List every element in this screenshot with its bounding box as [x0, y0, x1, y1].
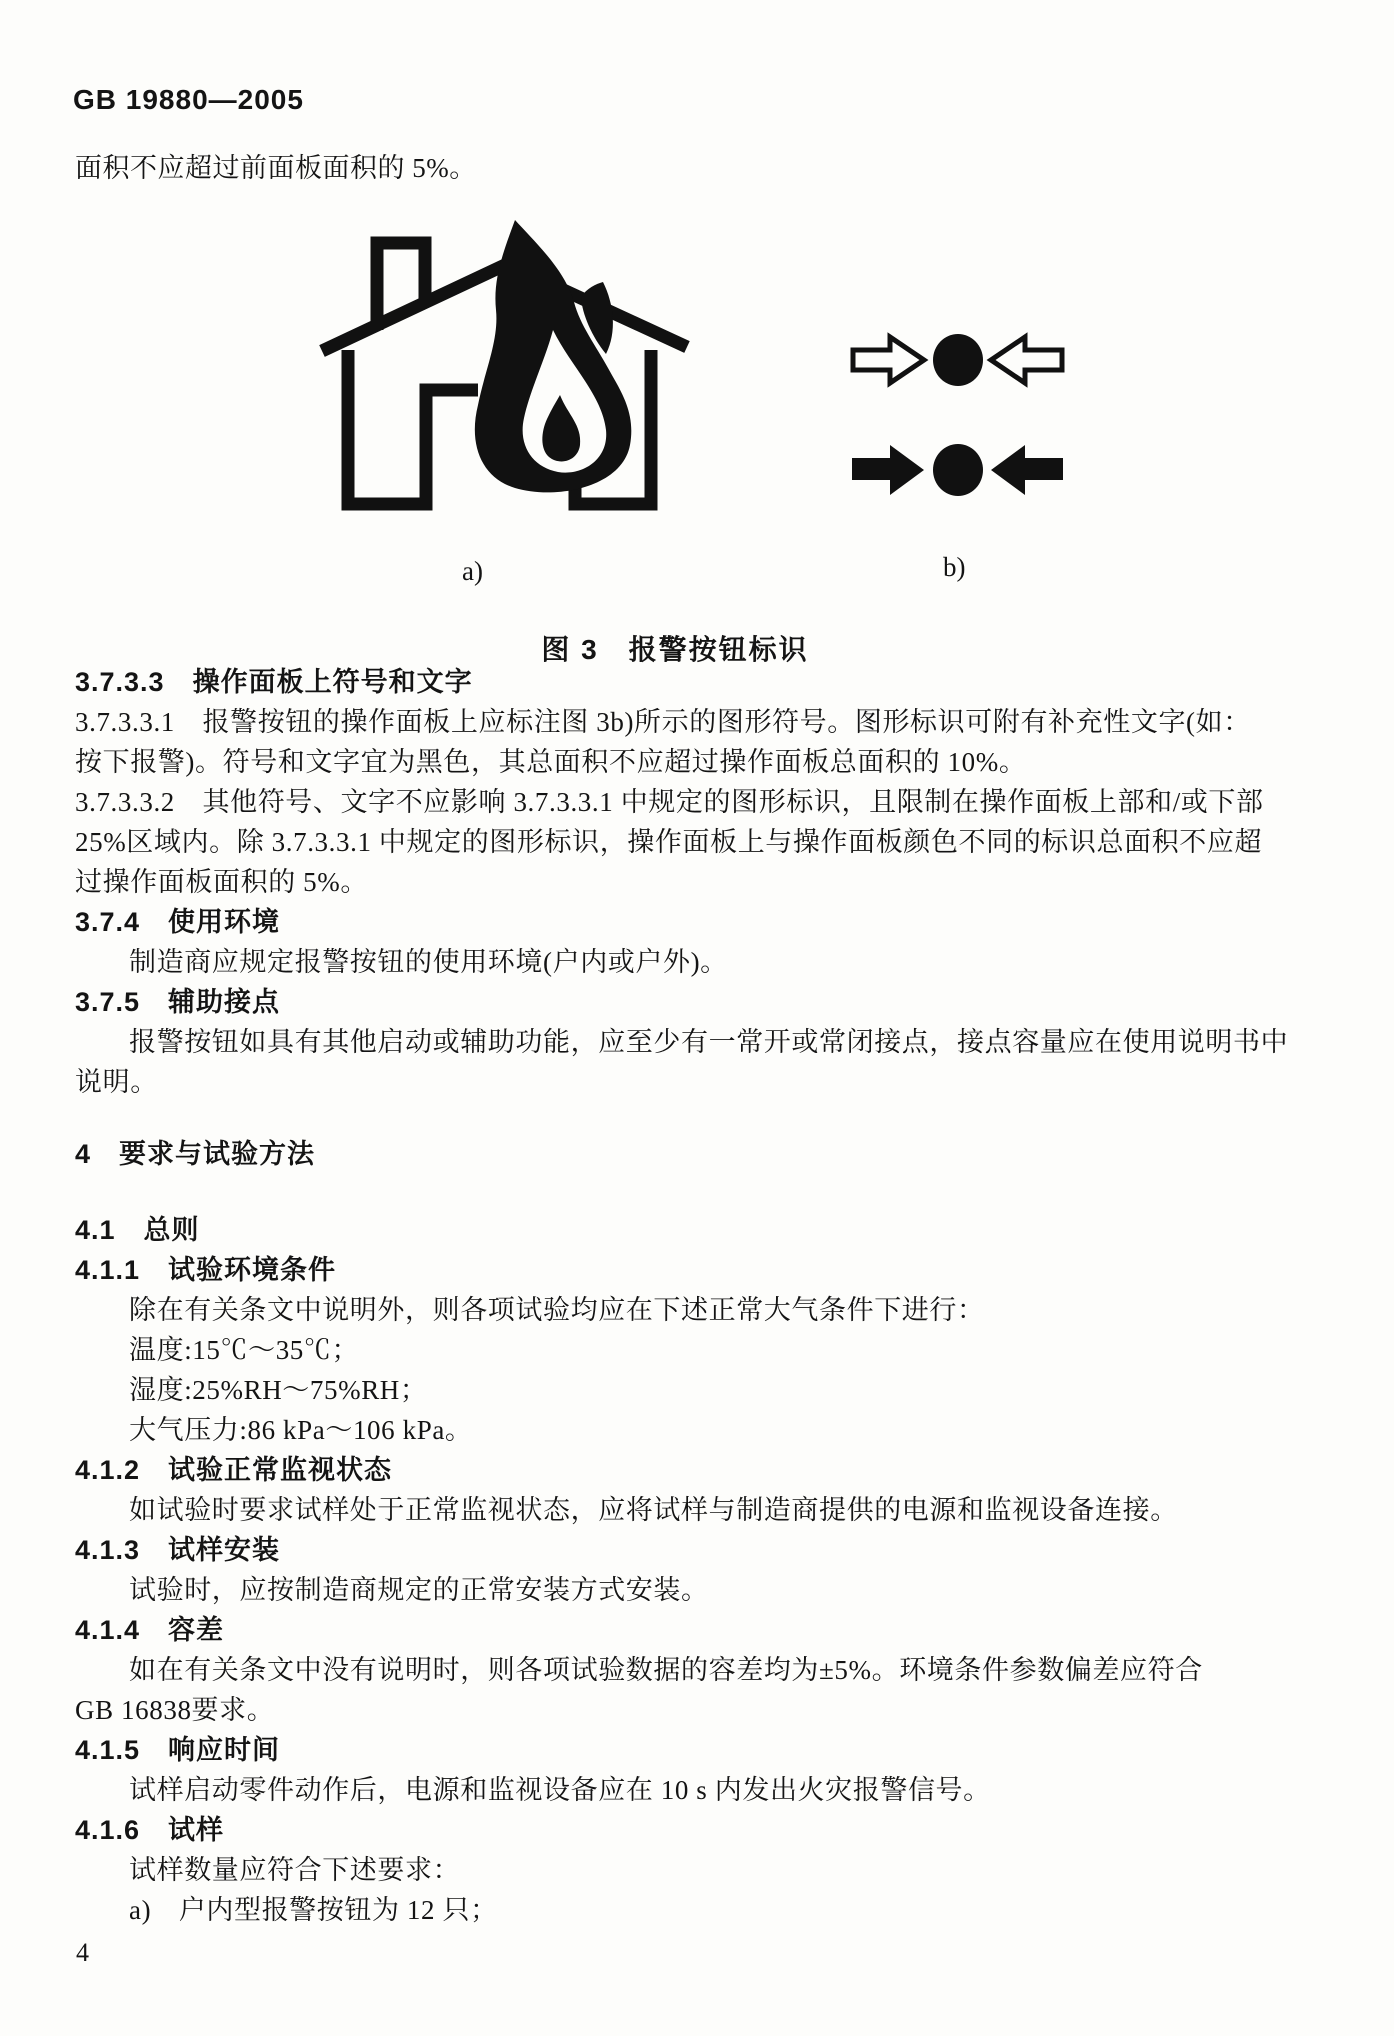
document-body: [75, 662, 1355, 1930]
doc-line: 试样数量应符合下述要求：: [129, 1855, 461, 1885]
doc-line: 试样启动零件动作后，电源和监视设备应在 10 s 内发出火灾报警信号。: [129, 1775, 991, 1805]
doc-line-list-item-a: a) 户内型报警按钮为 12 只；: [129, 1895, 498, 1925]
doc-line: 大气压力:86 kPa～106 kPa。: [129, 1415, 473, 1445]
lead-paragraph-line: 面积不应超过前面板面积的 5%。: [75, 153, 477, 183]
section-heading-4: 4 要求与试验方法: [75, 1139, 316, 1169]
doc-line: GB 16838要求。: [75, 1695, 275, 1725]
page-number: 4: [76, 1938, 89, 1967]
figure-caption: 图 3 报警按钮标识: [541, 634, 809, 665]
doc-line: 温度:15℃～35℃；: [129, 1335, 360, 1365]
doc-line: 3.7.3.3.2 其他符号、文字不应影响 3.7.3.3.1 中规定的图形标识，且限制在操作面板上部和/或下部: [75, 787, 1264, 817]
doc-line: 除在有关条文中说明外，则各项试验均应在下述正常大气条件下进行：: [129, 1295, 985, 1325]
clause-heading-4-1-4: 4.1.4 容差: [75, 1615, 225, 1645]
clause-heading-4-1-6: 4.1.6 试样: [75, 1815, 225, 1845]
doc-line: 25%区域内。除 3.7.3.3.1 中规定的图形标识，操作面板上与操作面板颜色不同的标识总面积不应超: [75, 827, 1263, 857]
doc-line: 如试验时要求试样处于正常监视状态，应将试样与制造商提供的电源和监视设备连接。: [129, 1495, 1178, 1525]
doc-line: 按下报警)。符号和文字宜为黑色，其总面积不应超过操作面板总面积的 10%。: [75, 747, 1027, 777]
clause-heading-4-1: 4.1 总则: [75, 1215, 200, 1245]
clause-heading-4-1-2: 4.1.2 试验正常监视状态: [75, 1455, 393, 1485]
doc-line: 湿度:25%RH～75%RH；: [129, 1375, 428, 1405]
press-button-icon: [850, 332, 1065, 500]
house-fire-icon: [310, 210, 700, 520]
doc-line: 过操作面板面积的 5%。: [75, 867, 368, 897]
doc-line: 如在有关条文中没有说明时，则各项试验数据的容差均为±5%。环境条件参数偏差应符合: [129, 1655, 1203, 1685]
clause-heading-3-7-4: 3.7.4 使用环境: [75, 907, 281, 937]
figure-sublabel-b: b): [943, 552, 966, 582]
doc-line: 试验时，应按制造商规定的正常安装方式安装。: [129, 1575, 709, 1605]
doc-line: 说明。: [75, 1067, 158, 1097]
clause-heading-4-1-3: 4.1.3 试样安装: [75, 1535, 281, 1565]
clause-heading-3-7-5: 3.7.5 辅助接点: [75, 987, 281, 1017]
clause-heading-4-1-1: 4.1.1 试验环境条件: [75, 1255, 337, 1285]
doc-line: 3.7.3.3.1 报警按钮的操作面板上应标注图 3b)所示的图形符号。图形标识可附有补充性文字(如：: [75, 707, 1251, 737]
doc-line: 制造商应规定报警按钮的使用环境(户内或户外)。: [129, 947, 728, 977]
clause-heading-3-7-3-3: 3.7.3.3 操作面板上符号和文字: [75, 667, 473, 697]
doc-line: 报警按钮如具有其他启动或辅助功能，应至少有一常开或常闭接点，接点容量应在使用说明书中: [129, 1027, 1289, 1057]
figure-3: [0, 180, 1394, 665]
clause-heading-4-1-5: 4.1.5 响应时间: [75, 1735, 281, 1765]
figure-sublabel-a: a): [462, 556, 483, 586]
standard-number-header: GB 19880—2005: [73, 84, 304, 115]
